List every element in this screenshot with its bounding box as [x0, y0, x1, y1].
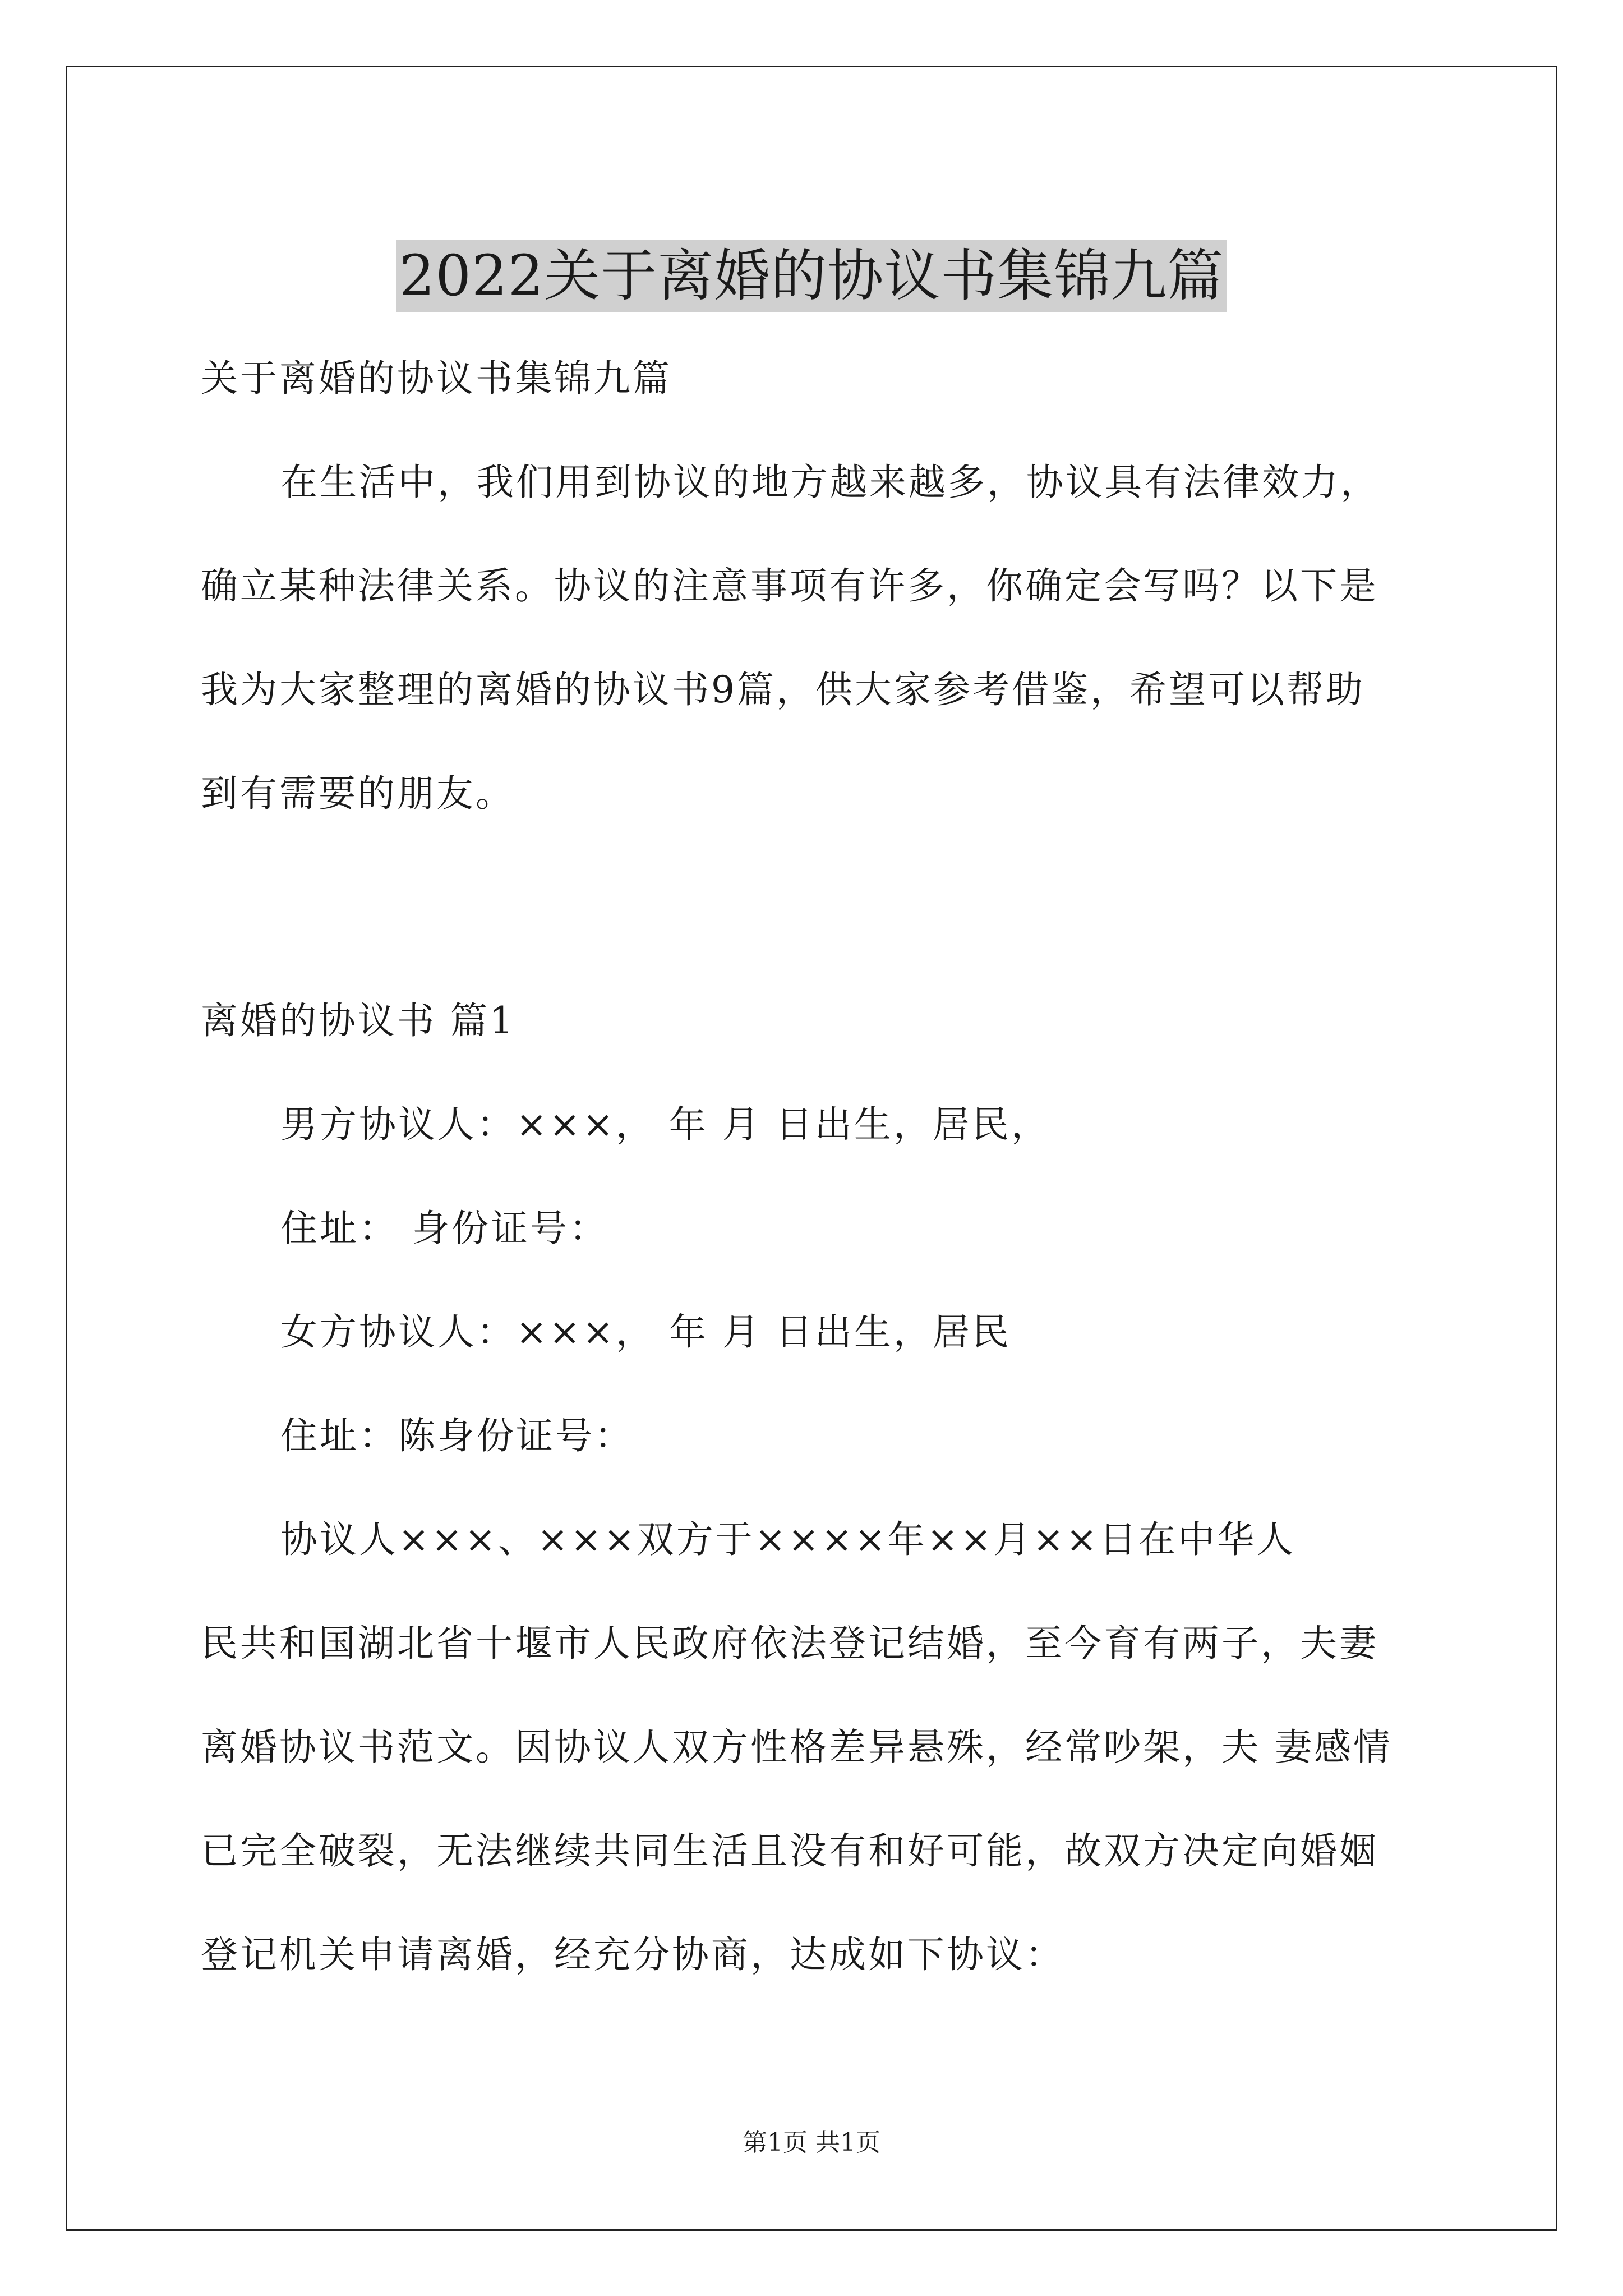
page-footer: 第1页 共1页: [743, 2128, 880, 2157]
body-line: 民共和国湖北省十堰市人民政府依法登记结婚，至今育有两子，夫妻: [201, 1622, 1378, 1665]
intro-line: 在生活中，我们用到协议的地方越来越多，协议具有法律效力，: [280, 461, 1380, 504]
party-line: 住址： 身份证号：: [280, 1207, 608, 1250]
body-line: 登记机关申请离婚，经充分协商，达成如下协议：: [201, 1933, 1064, 1976]
document-title: 2022关于离婚的协议书集锦九篇: [396, 240, 1228, 312]
intro-line: 确立某种法律关系。协议的注意事项有许多，你确定会写吗？以下是: [201, 564, 1378, 608]
title-container: [0, 202, 1623, 350]
document-subtitle: 关于离婚的协议书集锦九篇: [201, 357, 672, 400]
intro-line: 到有需要的朋友。: [201, 772, 515, 815]
section-heading: 离婚的协议书 篇1: [201, 999, 515, 1042]
body-line: 离婚协议书范文。因协议人双方性格差异悬殊，经常吵架，夫 妻感情: [201, 1726, 1393, 1769]
party-line: 住址：陈身份证号：: [280, 1414, 634, 1457]
party-line: 男方协议人：×××， 年 月 日出生，居民，: [280, 1103, 1050, 1146]
intro-line: 我为大家整理的离婚的协议书9篇，供大家参考借鉴，希望可以帮助: [201, 668, 1365, 711]
party-line: 女方协议人：×××， 年 月 日出生，居民: [280, 1310, 1011, 1354]
body-line: 已完全破裂，无法继续共同生活且没有和好可能，故双方决定向婚姻: [201, 1829, 1378, 1872]
body-line: 协议人×××、×××双方于××××年××月××日在中华人: [280, 1518, 1296, 1561]
